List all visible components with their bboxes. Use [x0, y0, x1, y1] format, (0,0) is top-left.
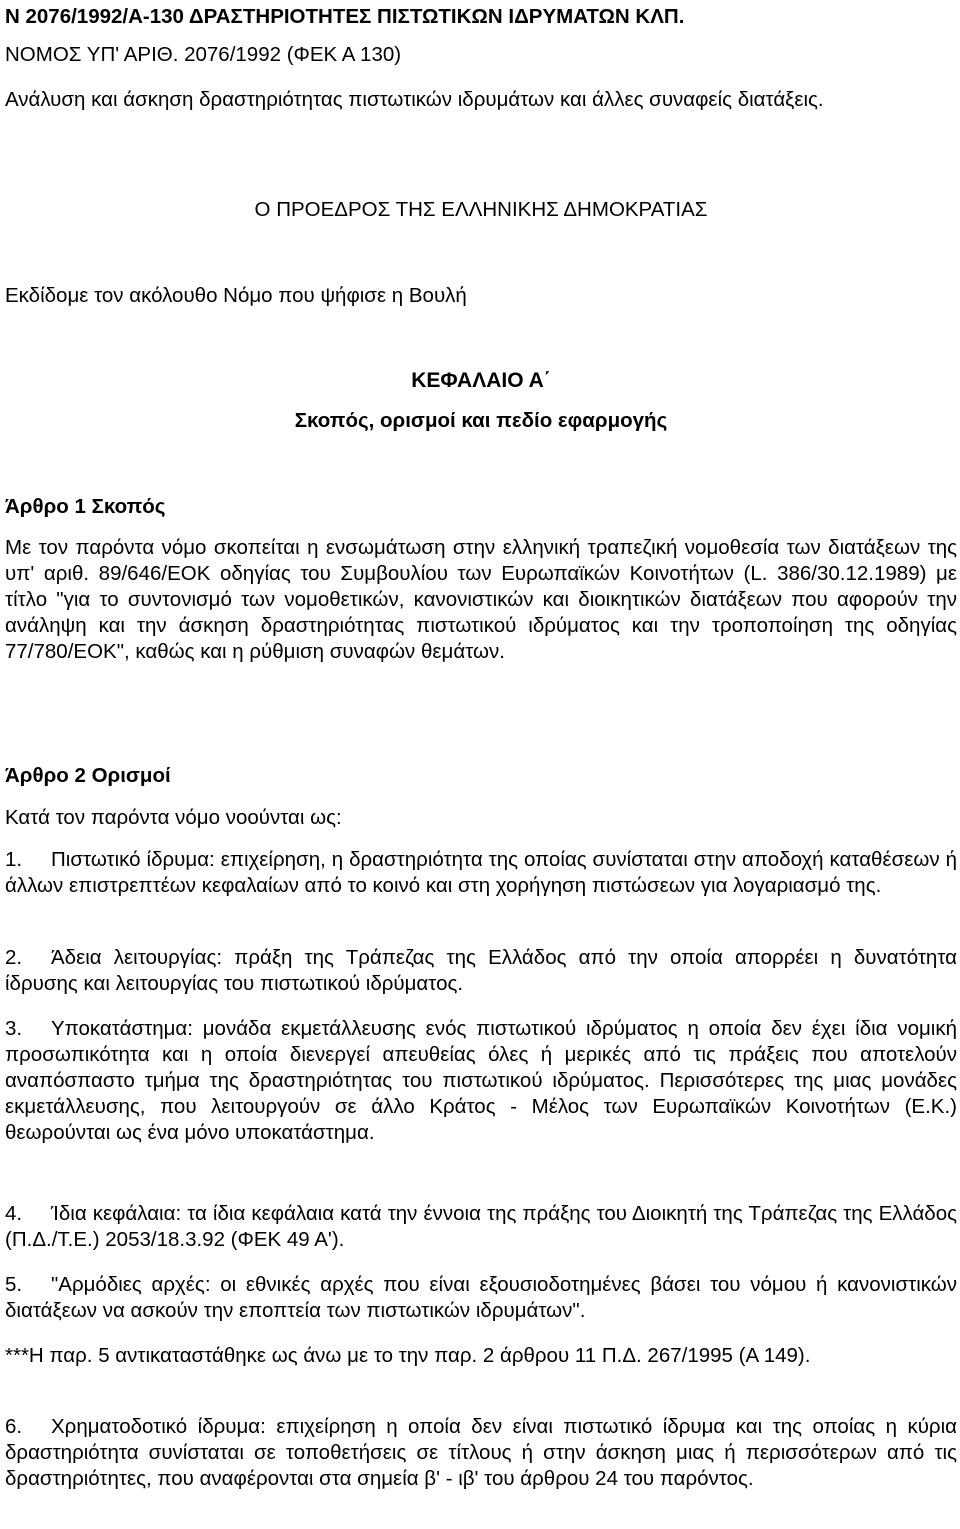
item-number: 2.: [5, 946, 23, 969]
definition-item: [5, 1414, 957, 1492]
definition-item: [5, 945, 957, 997]
chapter-label: ΚΕΦΑΛΑΙΟ Α΄: [411, 369, 551, 392]
president-heading: Ο ΠΡΟΕΔΡΟΣ ΤΗΣ ΕΛΛΗΝΙΚΗΣ ΔΗΜΟΚΡΑΤΙΑΣ: [254, 198, 708, 221]
item-number: 3.: [5, 1017, 23, 1040]
item-text: Άδεια λειτουργίας: πράξη της Τράπεζας της Ελλάδος από την οποία απορρέει η δυνατότητα ίδρυσης και λειτουργίας του πιστωτικού ιδρύματος.: [5, 946, 957, 995]
promulgation-text: Εκδίδομε τον ακόλουθο Νόμο που ψήφισε η Βουλή: [5, 284, 467, 307]
law-subject: Ανάλυση και άσκηση δραστηριότητας πιστωτικών ιδρυμάτων και άλλες συναφείς διατάξεις.: [5, 88, 824, 111]
item-text: "Αρμόδιες αρχές: οι εθνικές αρχές που είναι εξουσιοδοτημένες βάσει του νόμου ή κανονιστικών διατάξεων να ασκούν την εποπτεία των πιστωτικών ιδρυμάτων".: [5, 1273, 957, 1322]
definition-item: [5, 1201, 957, 1253]
definition-item: [5, 1272, 957, 1324]
law-reference: ΝΟΜΟΣ ΥΠ' ΑΡΙΘ. 2076/1992 (ΦΕΚ Α 130): [5, 43, 402, 66]
definition-item: [5, 847, 957, 899]
item-text: Υποκατάστημα: μονάδα εκμετάλλευσης ενός πιστωτικού ιδρύματος η οποία δεν έχει ίδια νομική προσωπικότητα και η οποία διενεργεί απευθείας όλες ή μερικές από τις πράξεις που αποτελούν αναπόσπαστο τμήμα της δραστηριότητας του πιστωτικού ιδρύματος. Περισσότερες της μιας μονάδες εκμετάλλευσης, που λειτουργούν σε άλλο Κράτος - Μέλος των Ευρωπαϊκών Κοινοτήτων (Ε.Κ.) θεωρούνται ως ένα μόνο υποκατάστημα.: [5, 1017, 957, 1144]
article-2-intro: Κατά τον παρόντα νόμο νοούνται ως:: [5, 806, 342, 829]
item-text: Χρηματοδοτικό ίδρυμα: επιχείρηση η οποία δεν είναι πιστωτικό ίδρυμα και της οποίας η κύρια δραστηριότητα συνίσταται σε τοποθετήσεις σε τίτλους ή στην άσκηση μιας ή περισσότερων από τις δραστηριότητες, που αναφέρονται στα σημεία β' - ιβ' του άρθρου 24 του παρόντος.: [5, 1415, 957, 1490]
article-1-text: Με τον παρόντα νόμο σκοπείται η ενσωμάτωση στην ελληνική τραπεζική νομοθεσία των διατάξεων της υπ' αριθ. 89/646/ΕΟΚ οδηγίας του Συμβουλίου των Ευρωπαϊκών Κοινοτήτων (L. 386/30.12.1989) με τίτλο "για το συντονισμό των νομοθετικών, κανονιστικών και διοικητικών διατάξεων που αφορούν την ανάληψη και την άσκηση δραστηριότητας πιστωτικού ιδρύματος και την τροποποίηση της οδηγίας 77/780/ΕΟΚ", καθώς και η ρύθμιση συναφών θεμάτων.: [5, 536, 957, 663]
note-text: ***Η παρ. 5 αντικαταστάθηκε ως άνω με το την παρ. 2 άρθρου 11 Π.Δ. 267/1995 (Α 149).: [5, 1344, 811, 1367]
chapter-title: Σκοπός, ορισμοί και πεδίο εφαρμογής: [294, 409, 668, 432]
article-1-heading: Άρθρο 1 Σκοπός: [5, 495, 166, 518]
item-number: 5.: [5, 1273, 23, 1296]
item-number: 1.: [5, 848, 23, 871]
item-number: 4.: [5, 1202, 23, 1225]
item-text: Πιστωτικό ίδρυμα: επιχείρηση, η δραστηριότητα της οποίας συνίσταται στην αποδοχή καταθέσεων ή άλλων επιστρεπτέων κεφαλαίων από το κοινό και στη χορήγηση πιστώσεων για λογαριασμό της.: [5, 848, 957, 897]
document-title: Ν 2076/1992/Α-130 ΔΡΑΣΤΗΡΙΟΤΗΤΕΣ ΠΙΣΤΩΤΙΚΩΝ ΙΔΡΥΜΑΤΩΝ ΚΛΠ.: [5, 5, 685, 28]
definition-item: [5, 1016, 957, 1146]
amendment-note: [5, 1343, 957, 1369]
article-2-heading: Άρθρο 2 Ορισμοί: [5, 764, 171, 787]
item-text: Ίδια κεφάλαια: τα ίδια κεφάλαια κατά την έννοια της πράξης του Διοικητή της Τράπεζας της Ελλάδος (Π.Δ./Τ.Ε.) 2053/18.3.92 (ΦΕΚ 49 Α').: [5, 1202, 957, 1251]
item-number: 6.: [5, 1415, 23, 1438]
